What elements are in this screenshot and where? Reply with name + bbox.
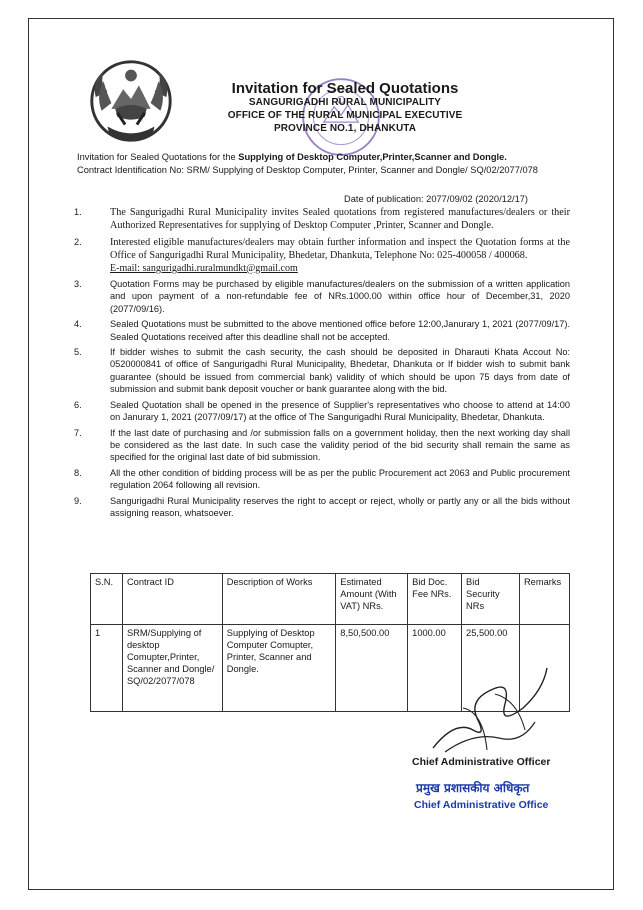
municipality-name: SANGURIGADHI RURAL MUNICIPALITY xyxy=(248,97,442,108)
header-bid-doc-fee: Bid Doc. Fee NRs. xyxy=(408,574,462,625)
item-number: 1. xyxy=(74,207,82,217)
item-text: Sealed Quotation shall be opened in the presence of Supplier's representatives who choose to attend at 14:00 on Janurary 1, 2021 (2077/09/17) at the office of The Sangurigadhi Rural Municipality, Bhedetar, Dhankuta. xyxy=(110,399,570,423)
item-number: 8. xyxy=(74,467,82,478)
item-text: Interested eligible manufactures/dealers may obtain further information and inspect the Quotation forms at the Office of Sangurigadhi Rural Municipality, Bhedetar, Dhankuta, Telephone No: 025-400058 / 400068. xyxy=(110,236,570,262)
list-item xyxy=(74,318,570,343)
item-text: The Sangurigadhi Rural Municipality invites Sealed quotations from registered manufactures/dealers or their Authorized Representatives for supplying of Desktop Computer ,Printer, Scanner and Dongle. xyxy=(110,207,570,232)
signatory-title: Chief Administrative Officer xyxy=(412,756,551,768)
contact-email[interactable]: E-mail: sangurigadhi.ruralmundkt@gmail.com xyxy=(110,262,298,274)
intro-line xyxy=(77,151,572,164)
terms-list xyxy=(74,206,570,522)
cell-description: Supplying of Desktop Computer Comupter, Printer, Scanner and Dongle. xyxy=(222,625,336,712)
list-item xyxy=(74,495,570,520)
cell-sn: 1 xyxy=(91,625,123,712)
item-number: 4. xyxy=(74,319,82,330)
list-item xyxy=(74,206,570,233)
item-number: 9. xyxy=(74,495,82,506)
intro-prefix: Invitation for Sealed Quotations for the xyxy=(77,152,239,162)
page-title: Invitation for Sealed Quotations xyxy=(231,80,459,97)
contract-identification: Contract Identification No: SRM/ Supplying of Desktop Computer, Printer, Scanner and Dongle/ SQ/02/2077/078 xyxy=(77,165,538,175)
nepal-emblem-icon xyxy=(82,52,180,150)
intro-subject: Supplying of Desktop Computer,Printer,Scanner and Dongle. xyxy=(238,152,507,162)
list-item xyxy=(74,346,570,396)
item-text: If bidder wishes to submit the cash security, the cash should be deposited in Dharauti Khata Accout No: 0520000841 of office of Sangurigadhi Rural Municipality, Bhedetar, Dhankuta or If bidder wish to submit bank guarantee (should be issued from commercial bank) validity of which should be upon 75 days from date of submission and submit bank deposit voucher or bank guarantee along with the bid. xyxy=(110,347,570,395)
stamp-english-title: Chief Administrative Office xyxy=(414,799,549,811)
cell-bid-doc-fee: 1000.00 xyxy=(408,625,462,712)
signature-icon xyxy=(425,660,555,760)
header-remarks: Remarks xyxy=(519,574,569,625)
item-text: Quotation Forms may be purchased by eligible manufactures/dealers on the submission of a written application and upon payment of a non-refundable fee of NRs.1000.00 within office hour of December,31, 2020 (2077/09/16). xyxy=(110,279,570,314)
table-header-row xyxy=(91,574,570,625)
list-item xyxy=(74,399,570,424)
header-estimated-amount: Estimated Amount (With VAT) NRs. xyxy=(336,574,408,625)
header-description: Description of Works xyxy=(222,574,336,625)
header-bid-security: Bid Security NRs xyxy=(462,574,520,625)
item-text: Sealed Quotations must be submitted to the above mentioned office before 12:00,Janurary 1, 2021 (2077/09/17). Sealed Quotations received after this deadline shall not be accepted. xyxy=(110,319,570,342)
stamp-nepali-title: प्रमुख प्रशासकीय अधिकृत xyxy=(416,781,530,795)
publication-date: Date of publication: 2077/09/02 (2020/12/17) xyxy=(344,194,529,204)
list-item xyxy=(74,467,570,492)
item-number: 3. xyxy=(74,279,82,290)
item-number: 5. xyxy=(74,347,82,358)
cell-estimated-amount: 8,50,500.00 xyxy=(336,625,408,712)
list-item xyxy=(74,236,570,275)
item-number: 2. xyxy=(74,236,82,247)
item-text: Sangurigadhi Rural Municipality reserves the right to accept or reject, wholly or partly any or all the bids without assigning reason, whatsoever. xyxy=(110,495,570,518)
item-text: All the other condition of bidding process will be as per the public Procurement act 2063 and Public procurement regulation 2064 following all revision. xyxy=(110,467,570,491)
item-text: If the last date of purchasing and /or submission falls on a government holiday, then the next working day shall be considered as the last date. In such case the validity period of the bid security shall remain the same as specified for the original last date of bid submission. xyxy=(110,427,570,463)
header-contract-id: Contract ID xyxy=(122,574,222,625)
header-sn: S.N. xyxy=(91,574,123,625)
list-item xyxy=(74,278,570,315)
province-name: PROVINCE NO.1, DHANKUTA xyxy=(273,123,417,134)
item-number: 7. xyxy=(74,427,82,438)
list-item xyxy=(74,427,570,464)
item-number: 6. xyxy=(74,399,82,410)
office-name: OFFICE OF THE RURAL MUNICIPAL EXECUTIVE xyxy=(227,110,463,121)
cell-contract-id: SRM/Supplying of desktop Comupter,Printer, Scanner and Dongle/ SQ/02/2077/078 xyxy=(122,625,222,712)
cell-bid-security: 25,500.00 xyxy=(462,625,520,712)
